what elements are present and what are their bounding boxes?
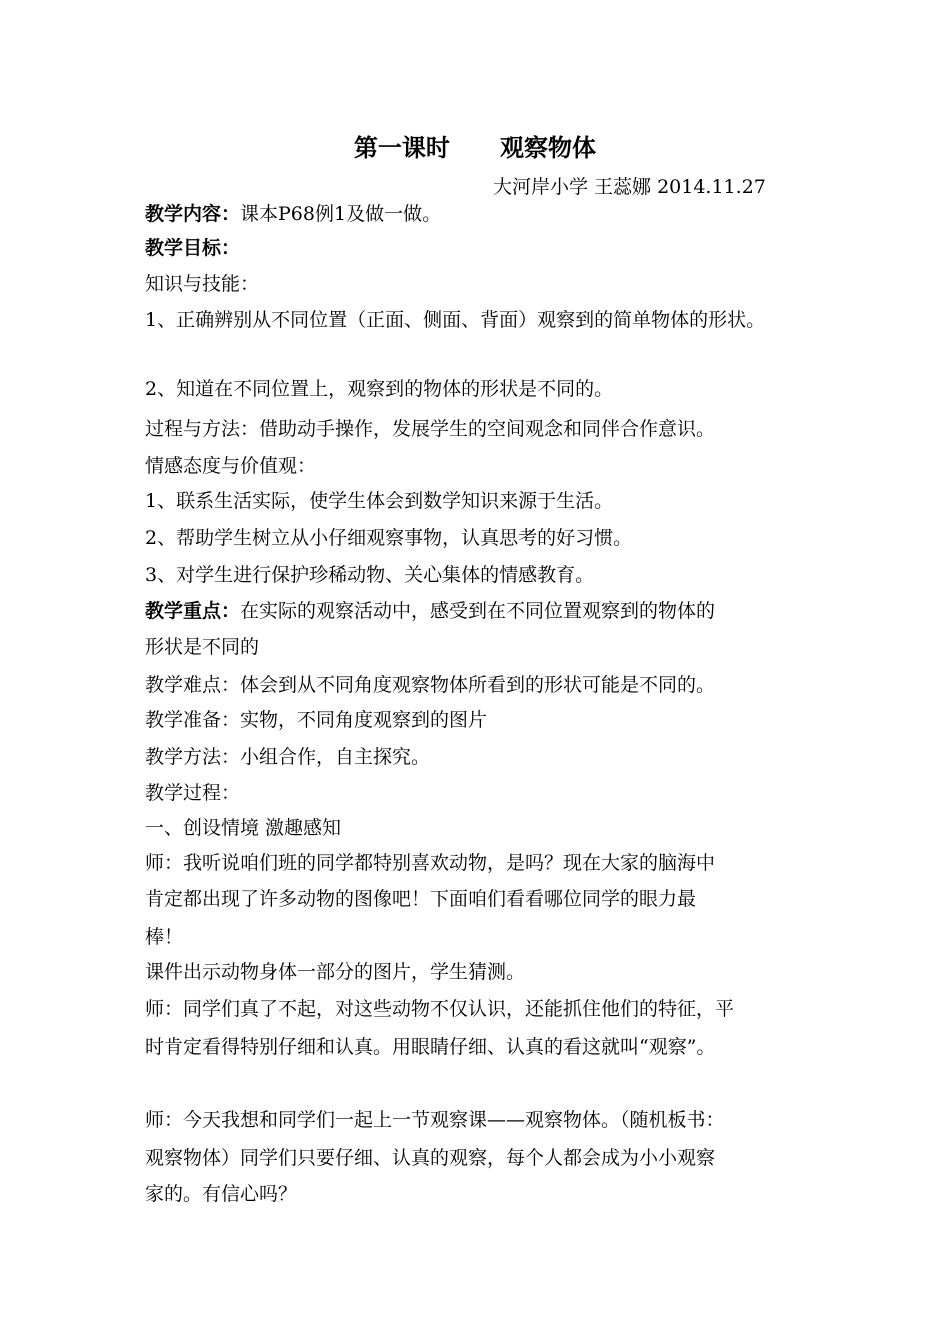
key-point-label: 教学重点： bbox=[145, 600, 241, 622]
teacher-speech-2b: 时肯定看得特别仔细和认真。用眼睛仔细、认真的看这就叫“观察”。 bbox=[145, 1036, 716, 1058]
key-point-continuation: 形状是不同的 bbox=[145, 636, 260, 658]
method-line: 教学方法：小组合作，自主探究。 bbox=[145, 746, 431, 768]
teacher-speech-1b: 肯定都出现了许多动物的图像吧！下面咱们看看哪位同学的眼力最 bbox=[145, 888, 697, 910]
teacher-speech-2a: 师：同学们真了不起，对这些动物不仅认识，还能抓住他们的特征，平 bbox=[145, 998, 735, 1020]
teaching-content-text: 课本P68例1及做一做。 bbox=[240, 203, 442, 225]
courseware-line: 课件出示动物身体一部分的图片，学生猜测。 bbox=[145, 961, 526, 983]
lesson-title: 第一课时 观察物体 bbox=[353, 133, 597, 162]
teacher-speech-3a: 师：今天我想和同学们一起上一节观察课——观察物体。（随机板书： bbox=[145, 1109, 725, 1131]
teacher-speech-1c: 棒！ bbox=[145, 926, 184, 948]
knowledge-item-2: 2、知道在不同位置上，观察到的物体的形状是不同的。 bbox=[145, 378, 614, 400]
teacher-speech-3c: 家的。有信心吗？ bbox=[145, 1183, 298, 1205]
teacher-speech-1a: 师：我听说咱们班的同学都特别喜欢动物，是吗？现在大家的脑海中 bbox=[145, 852, 716, 874]
key-point-line bbox=[145, 596, 715, 626]
knowledge-item-1: 1、正确辨别从不同位置（正面、侧面、背面）观察到的简单物体的形状。 bbox=[145, 309, 766, 331]
process-method-line: 过程与方法：借助动手操作，发展学生的空间观念和同伴合作意识。 bbox=[145, 418, 716, 440]
attitude-item-2: 2、帮助学生树立从小仔细观察事物，认真思考的好习惯。 bbox=[145, 527, 633, 549]
teaching-content-line bbox=[145, 199, 441, 229]
difficulty-line: 教学难点：体会到从不同角度观察物体所看到的形状可能是不同的。 bbox=[145, 674, 716, 696]
section-heading-1: 一、创设情境 激趣感知 bbox=[145, 817, 342, 839]
knowledge-heading: 知识与技能： bbox=[145, 273, 260, 295]
teacher-speech-3b: 观察物体）同学们只要仔细、认真的观察，每个人都会成为小小观察 bbox=[145, 1147, 716, 1169]
teaching-objectives-label: 教学目标： bbox=[145, 237, 241, 259]
key-point-text: 在实际的观察活动中，感受到在不同位置观察到的物体的 bbox=[240, 600, 716, 622]
teaching-content-label: 教学内容： bbox=[145, 203, 241, 225]
preparation-line: 教学准备：实物，不同角度观察到的图片 bbox=[145, 709, 488, 731]
attitude-item-3: 3、对学生进行保护珍稀动物、关心集体的情感教育。 bbox=[145, 564, 595, 586]
process-heading: 教学过程： bbox=[145, 782, 241, 804]
attitude-heading: 情感态度与价值观： bbox=[145, 455, 317, 477]
author-byline: 大河岸小学 王蕊娜 2014.11.27 bbox=[493, 176, 766, 198]
attitude-item-1: 1、联系生活实际，使学生体会到数学知识来源于生活。 bbox=[145, 490, 614, 512]
